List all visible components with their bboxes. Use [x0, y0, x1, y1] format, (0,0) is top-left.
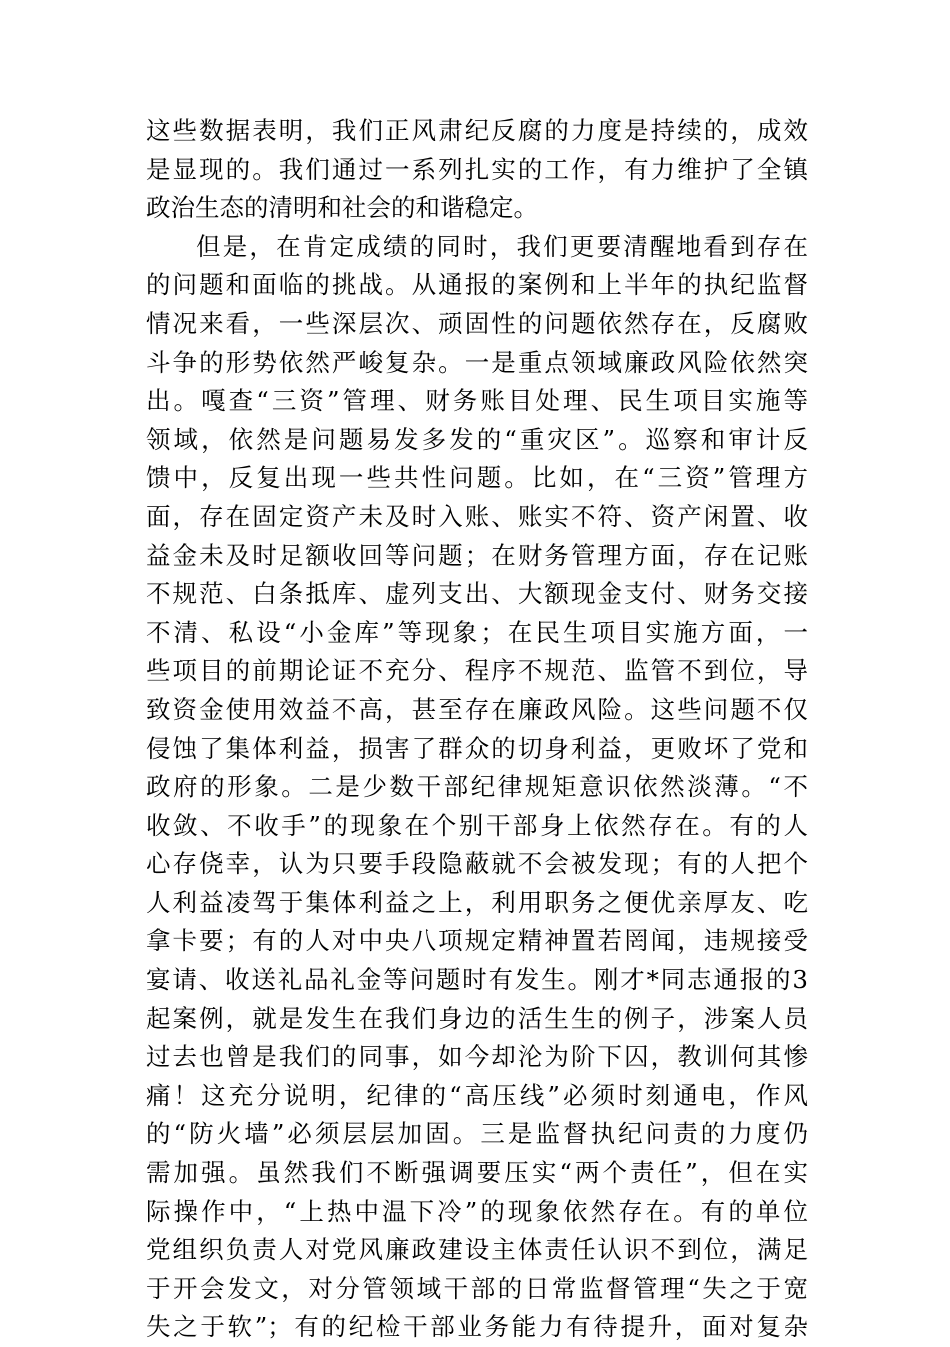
text-line: 宴请、收送礼品礼金等问题时有发生。刚才*同志通报的3 — [146, 965, 808, 995]
text-line: 的问题和面临的挑战。从通报的案例和上半年的执纪监督 — [146, 270, 808, 300]
text-line: 些项目的前期论证不充分、程序不规范、监管不到位，导 — [146, 656, 808, 686]
text-line: 需加强。虽然我们不断强调要压实“两个责任”，但在实 — [146, 1158, 808, 1188]
text-line: 不清、私设“小金库”等现象；在民生项目实施方面，一 — [146, 617, 808, 647]
text-line: 际操作中，“上热中温下冷”的现象依然存在。有的单位 — [146, 1196, 808, 1226]
text-line: 面，存在固定资产未及时入账、账实不符、资产闲置、收 — [146, 501, 808, 531]
text-line: 斗争的形势依然严峻复杂。一是重点领域廉政风险依然突 — [146, 347, 808, 377]
text-line: 拿卡要；有的人对中央八项规定精神置若罔闻，违规接受 — [146, 926, 808, 956]
text-line: 侵蚀了集体利益，损害了群众的切身利益，更败坏了党和 — [146, 733, 808, 763]
text-line: 馈中，反复出现一些共性问题。比如，在“三资”管理方 — [146, 463, 808, 493]
text-line: 党组织负责人对党风廉政建设主体责任认识不到位，满足 — [146, 1235, 808, 1265]
text-line: 心存侥幸，认为只要手段隐蔽就不会被发现；有的人把个 — [146, 849, 808, 879]
paragraph — [146, 228, 808, 1347]
text-line: 出。嘎查“三资”管理、财务账目处理、民生项目实施等 — [146, 386, 808, 416]
paragraph — [146, 112, 808, 228]
text-line: 于开会发文，对分管领域干部的日常监督管理“失之于宽 — [146, 1273, 808, 1303]
text-line: 人利益凌驾于集体利益之上，利用职务之便优亲厚友、吃 — [146, 887, 808, 917]
text-line: 但是，在肯定成绩的同时，我们更要清醒地看到存在 — [196, 231, 808, 261]
document-page — [146, 112, 808, 1347]
text-line: 这些数据表明，我们正风肃纪反腐的力度是持续的，成效 — [146, 116, 808, 145]
text-line: 政府的形象。二是少数干部纪律规矩意识依然淡薄。“不 — [146, 772, 808, 802]
text-line: 收敛、不收手”的现象在个别干部身上依然存在。有的人 — [146, 810, 808, 840]
text-line: 起案例，就是发生在我们身边的活生生的例子，涉案人员 — [146, 1003, 808, 1033]
text-line: 是显现的。我们通过一系列扎实的工作，有力维护了全镇 — [146, 154, 808, 184]
text-line: 的“防火墙”必须层层加固。三是监督执纪问责的力度仍 — [146, 1119, 808, 1149]
text-line: 失之于软”；有的纪检干部业务能力有待提升，面对复杂 — [146, 1312, 808, 1342]
text-line: 过去也曾是我们的同事，如今却沦为阶下囚，教训何其惨 — [146, 1042, 808, 1072]
text-line: 领域，依然是问题易发多发的“重灾区”。巡察和审计反 — [146, 424, 808, 454]
text-line: 致资金使用效益不高，甚至存在廉政风险。这些问题不仅 — [146, 694, 808, 724]
text-line: 痛！这充分说明，纪律的“高压线”必须时刻通电，作风 — [146, 1080, 808, 1110]
text-line: 不规范、白条抵库、虚列支出、大额现金支付、财务交接 — [146, 579, 808, 609]
text-line: 情况来看，一些深层次、顽固性的问题依然存在，反腐败 — [146, 308, 808, 338]
text-line: 益金未及时足额收回等问题；在财务管理方面，存在记账 — [146, 540, 808, 570]
text-line: 政治生态的清明和社会的和谐稳定。 — [146, 193, 538, 223]
